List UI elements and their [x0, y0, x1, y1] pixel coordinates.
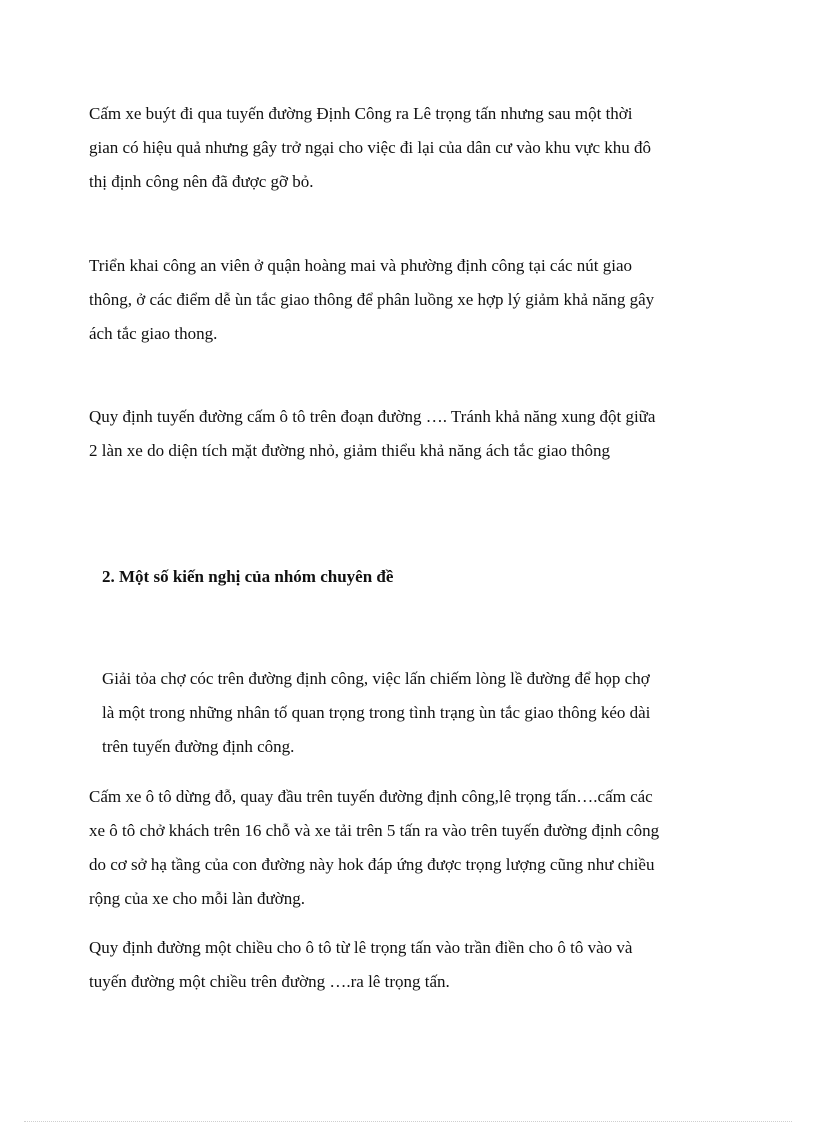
- paragraph-vehicle-restrictions: [89, 780, 659, 916]
- text-line: ách tắc giao thong.: [89, 324, 218, 343]
- text-line: do cơ sở hạ tầng của con đường này hok đáp ứng được trọng lượng cũng như chiều: [89, 855, 655, 874]
- text-line: Giải tỏa chợ cóc trên đường định công, việc lấn chiếm lòng lề đường để họp chợ: [102, 669, 650, 688]
- paragraph-police-deployment: [89, 249, 654, 351]
- text-line: thị định công nên đã được gỡ bỏ.: [89, 172, 314, 191]
- section-heading: 2. Một số kiến nghị của nhóm chuyên đề: [102, 567, 394, 586]
- text-line: gian có hiệu quả nhưng gây trở ngại cho việc đi lại của dân cư vào khu vực khu đô: [89, 138, 652, 157]
- text-line: 2 làn xe do diện tích mặt đường nhỏ, giảm thiểu khả năng ách tắc giao thông: [89, 441, 610, 460]
- paragraph-bus-ban: [89, 97, 651, 199]
- paragraph-market-clearance: [102, 662, 650, 764]
- text-line: Quy định tuyến đường cấm ô tô trên đoạn đường …. Tránh khả năng xung đột giữa: [89, 407, 656, 426]
- text-line: là một trong những nhân tố quan trọng trong tình trạng ùn tắc giao thông kéo dài: [102, 703, 651, 722]
- text-line: rộng của xe cho mỗi làn đường.: [89, 889, 306, 908]
- text-line: Quy định đường một chiều cho ô tô từ lê trọng tấn vào trần điền cho ô tô vào và: [89, 938, 633, 957]
- page-bottom-divider: [24, 1121, 792, 1122]
- text-line: Triển khai công an viên ở quận hoàng mai và phường định công tại các nút giao: [89, 256, 633, 275]
- text-line: trên tuyến đường định công.: [102, 737, 295, 756]
- paragraph-one-way-route: [89, 931, 632, 999]
- text-line: Cấm xe buýt đi qua tuyến đường Định Công ra Lê trọng tấn nhưng sau một thời: [89, 104, 633, 123]
- text-line: tuyến đường một chiều trên đường ….ra lê trọng tấn.: [89, 972, 450, 991]
- text-line: xe ô tô chở khách trên 16 chỗ và xe tải trên 5 tấn ra vào trên tuyến đường định công: [89, 821, 660, 840]
- text-line: thông, ở các điểm dễ ùn tắc giao thông để phân luồng xe hợp lý giảm khả năng gây: [89, 290, 655, 309]
- paragraph-car-ban-route: [89, 400, 655, 468]
- text-line: Cấm xe ô tô dừng đỗ, quay đầu trên tuyến đường định công,lê trọng tấn….cấm các: [89, 787, 653, 806]
